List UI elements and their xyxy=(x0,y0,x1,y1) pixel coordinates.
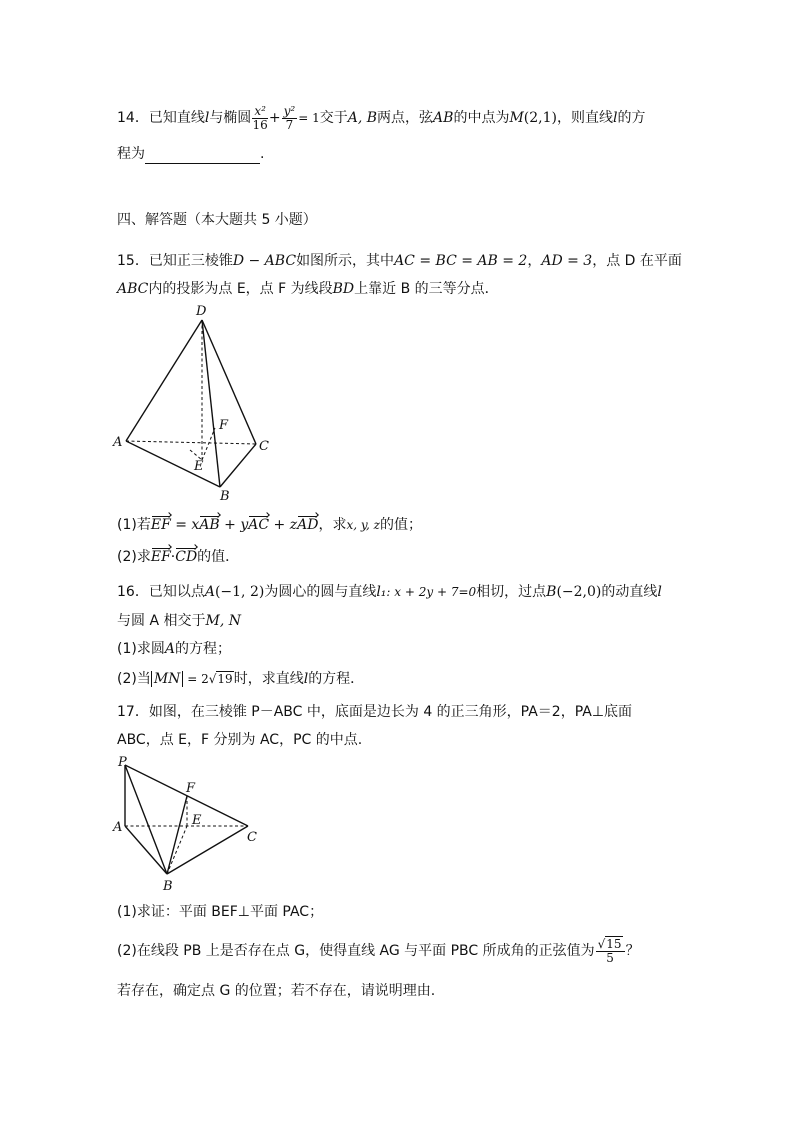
edge-PB xyxy=(125,765,167,874)
label-F: F xyxy=(186,781,196,796)
edge-DB xyxy=(202,320,220,487)
section-title: 四、解答题（本大题共 5 小题） xyxy=(117,212,317,228)
q14-line1: 14．已知直线l与椭圆 $\frac{\text{x²}}{16}$ + $\frac{\text{y²}}{7}$ = 1交于A, B两点，弦AB的中点为M(2,1)，则直线l的方 xyxy=(117,103,646,132)
label-C: C xyxy=(247,830,257,845)
q16-line2: 与圆 A 相交于M, N xyxy=(117,613,241,629)
q15-part2: (2)求EF·CD的值． xyxy=(117,549,240,565)
q17-part2-line2: 若存在，确定点 G 的位置；若不存在，请说明理由. xyxy=(117,983,436,999)
label-D: D xyxy=(196,304,207,319)
q15-line2: ABC内的投影为点 E，点 F 为线段BD上靠近 B 的三等分点． xyxy=(117,281,499,297)
label-B: B xyxy=(163,879,173,894)
label-A: A xyxy=(113,820,123,835)
q17-pyramid-figure xyxy=(108,752,268,897)
fraction-sqrt15-5: $\frac{√15}{5}$ xyxy=(596,938,625,965)
segment-BF xyxy=(167,796,187,874)
edge-BC xyxy=(167,826,248,874)
label-P: P xyxy=(118,755,127,770)
segment-EF xyxy=(202,428,215,460)
edge-AB xyxy=(126,441,220,487)
fraction-x2-16: $\frac{\text{x²}}{16}$ xyxy=(252,103,268,132)
label-A: A xyxy=(113,435,123,450)
edge-AB xyxy=(125,826,167,874)
q14-line2: 程为 . xyxy=(117,146,265,162)
label-E: E xyxy=(194,459,204,474)
edge-BC xyxy=(220,444,256,487)
q15-tetrahedron-figure xyxy=(110,300,280,505)
q16-line1: 16．已知以点A(−1, 2)为圆心的圆与直线l₁: x + 2y + 7=0相切，过点B(−2,0)的动直线l xyxy=(117,584,662,600)
label-B: B xyxy=(220,489,230,504)
label-C: C xyxy=(259,439,269,454)
edge-DC xyxy=(202,320,256,444)
fraction-y2-7: $\frac{\text{y²}}{7}$ xyxy=(283,103,296,132)
q16-part1: (1)求圆A的方程； xyxy=(117,641,231,657)
q17-line2: ABC，点 E，F 分别为 AC，PC 的中点. xyxy=(117,732,363,748)
q17-line1: 17．如图，在三棱锥 P－ABC 中，底面是边长为 4 的正三角形，PA＝2，PA⊥底面 xyxy=(117,704,633,720)
answer-blank[interactable] xyxy=(145,149,260,164)
q17-part1: (1)求证：平面 BEF⊥平面 PAC； xyxy=(117,904,324,920)
q17-part2: (2)在线段 PB 上是否存在点 G，使得直线 AG 与平面 PBC 所成角的正弦值为 $\frac{√15}{5}$ ？ xyxy=(117,936,640,965)
q16-part2: (2)当 MN = 2√19时，求直线l的方程． xyxy=(117,671,365,687)
edge-AC-hidden xyxy=(126,441,256,444)
edge-DA xyxy=(126,320,202,441)
label-F: F xyxy=(219,418,229,433)
q15-line1: 15．已知正三棱锥D − ABC如图所示，其中AC = BC = AB = 2，AD = 3，点 D 在平面 xyxy=(117,253,682,269)
q15-part1: (1)若EF = xAB + yAC + zAD，求x, y, z的值； xyxy=(117,517,422,533)
label-E: E xyxy=(192,813,202,828)
